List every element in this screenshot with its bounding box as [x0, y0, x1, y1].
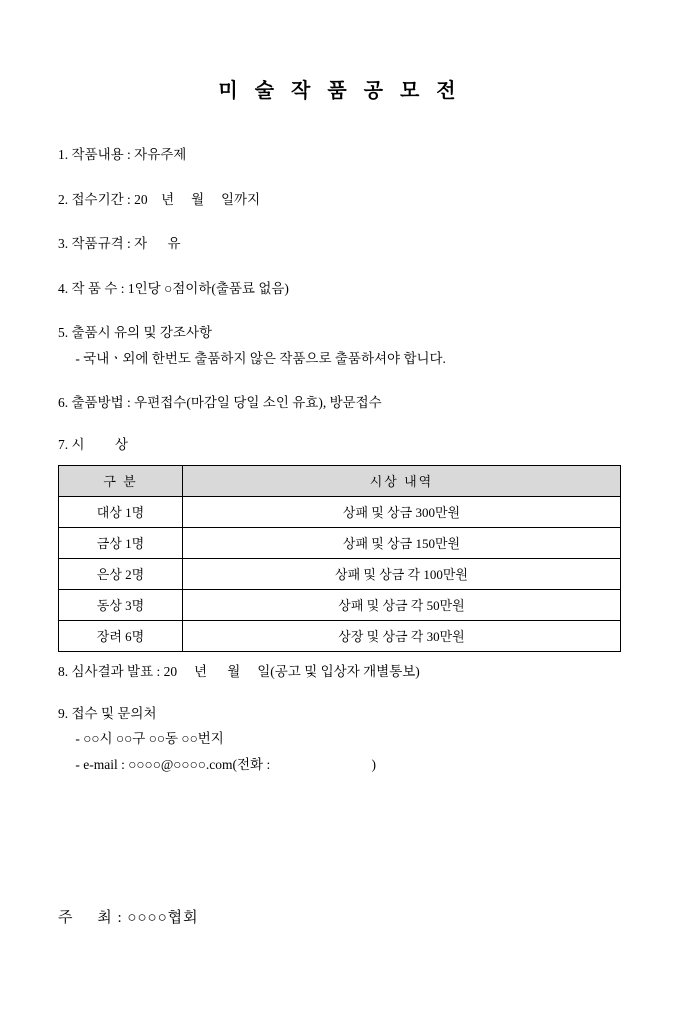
table-row [59, 496, 621, 527]
contact-section [58, 704, 622, 775]
page-title: 미 술 작 품 공 모 전 [218, 80, 462, 102]
organizer-line: 주 최 : ○○○○협회 [58, 910, 199, 926]
item-work-count: 4. 작 품 수 : 1인당 ○점이하(출품료 없음) [58, 280, 289, 296]
awards-table [58, 465, 621, 652]
contact-address: - ○○시 ○○구 ○○동 ○○번지 [72, 731, 224, 747]
item-notes-detail: - 국내ㆍ외에 한번도 출품하지 않은 작품으로 출품하셔야 합니다. [72, 350, 446, 366]
item-notes-heading: 5. 출품시 유의 및 강조사항 [58, 325, 213, 341]
table-cell-category: 은상 2명 [59, 558, 183, 589]
table-header-category: 구 분 [59, 465, 183, 496]
table-header-row [59, 465, 621, 496]
table-cell-details: 상패 및 상금 150만원 [183, 527, 621, 558]
table-cell-category: 동상 3명 [59, 589, 183, 620]
item-work-spec: 3. 작품규격 : 자 유 [58, 236, 181, 252]
table-cell-details: 상패 및 상금 각 100만원 [183, 558, 621, 589]
table-cell-details: 상패 및 상금 각 50만원 [183, 589, 621, 620]
item-work-content: 1. 작품내용 : 자유주제 [58, 147, 187, 162]
table-row [59, 527, 621, 558]
contact-heading: 9. 접수 및 문의처 [58, 705, 157, 721]
item-result-announcement: 8. 심사결과 발표 : 20 년 월 일(공고 및 입상자 개별통보) [58, 663, 420, 679]
item-awards-heading: 7. 시 상 [58, 436, 128, 452]
item-submission-method: 6. 출품방법 : 우편접수(마감일 당일 소인 유효), 방문접수 [58, 395, 382, 411]
table-row [59, 558, 621, 589]
contact-email: - e-mail : ○○○○@○○○○.com(전화 : ) [72, 756, 376, 772]
table-cell-category: 금상 1명 [59, 527, 183, 558]
document-page [0, 74, 680, 1036]
table-cell-category: 대상 1명 [59, 496, 183, 527]
table-header-details: 시상 내역 [183, 465, 621, 496]
table-row [59, 589, 621, 620]
item-submission-period: 2. 접수기간 : 20 년 월 일까지 [58, 191, 261, 207]
table-cell-details: 상장 및 상금 각 30만원 [183, 620, 621, 651]
table-cell-details: 상패 및 상금 300만원 [183, 496, 621, 527]
table-row [59, 620, 621, 651]
table-cell-category: 장려 6명 [59, 620, 183, 651]
